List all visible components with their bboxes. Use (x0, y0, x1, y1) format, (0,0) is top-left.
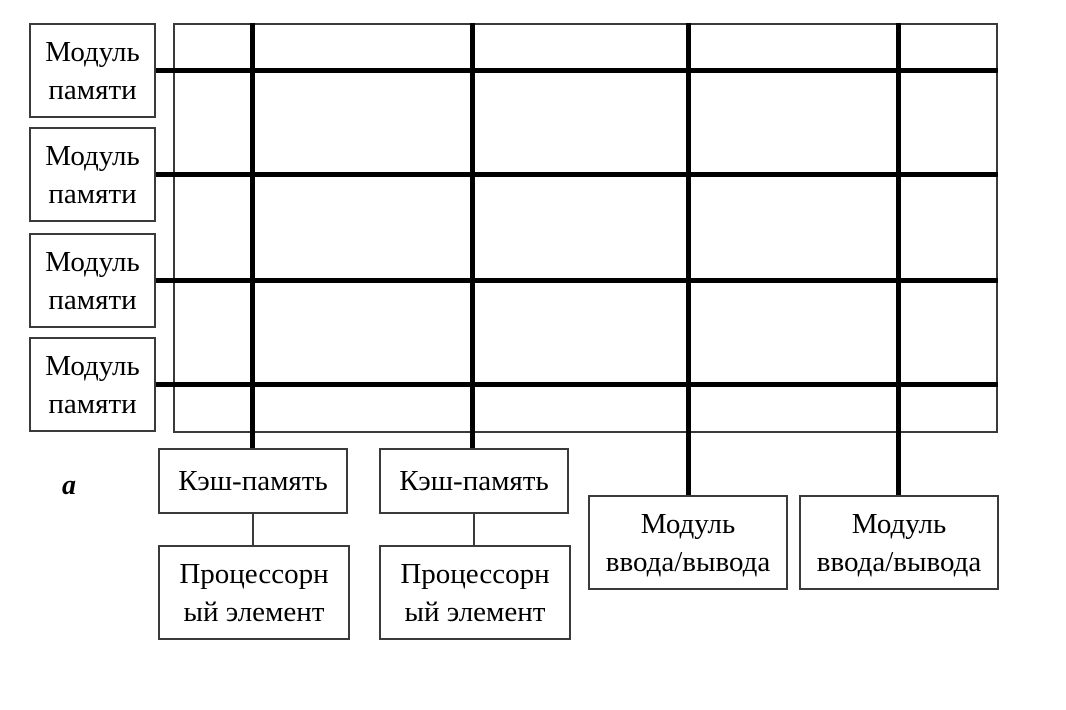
processor-element-label-line2: ый элемент (183, 595, 325, 628)
processor-element-label-line1: Процессорн (400, 557, 550, 590)
io-module-label-line2: ввода/вывода (816, 545, 982, 578)
vertical-bus-line-1 (250, 23, 255, 453)
processor-element-label-line2: ый элемент (404, 595, 546, 628)
io-module-label-line1: Модуль (640, 507, 736, 540)
cache-memory-box-1 (158, 448, 348, 514)
cache-memory-label: Кэш-память (399, 465, 549, 497)
io-module-box-2 (799, 495, 999, 590)
memory-module-label-line1: Модуль (45, 139, 140, 172)
cache-to-processor-connector-2 (473, 513, 475, 547)
horizontal-bus-line-1 (156, 68, 998, 73)
memory-module-label-line2: памяти (48, 73, 137, 106)
memory-module-label-line2: памяти (48, 283, 137, 316)
vertical-bus-line-3 (686, 23, 691, 500)
memory-module-label-line1: Модуль (45, 35, 140, 68)
horizontal-bus-line-4 (156, 382, 998, 387)
io-module-box-1 (588, 495, 788, 590)
memory-module-box-3 (29, 233, 156, 328)
figure-caption-label: а (62, 470, 76, 501)
horizontal-bus-line-2 (156, 172, 998, 177)
cache-to-processor-connector-1 (252, 513, 254, 547)
horizontal-bus-line-3 (156, 278, 998, 283)
memory-module-box-2 (29, 127, 156, 222)
vertical-bus-line-2 (470, 23, 475, 453)
processor-element-label-line1: Процессорн (179, 557, 329, 590)
interconnect-grid-frame (173, 23, 998, 433)
memory-module-box-4 (29, 337, 156, 432)
io-module-label-line1: Модуль (851, 507, 947, 540)
cache-memory-label: Кэш-память (178, 465, 328, 497)
cache-memory-box-2 (379, 448, 569, 514)
memory-module-label-line2: памяти (48, 387, 137, 420)
processor-element-box-2 (379, 545, 571, 640)
processor-element-box-1 (158, 545, 350, 640)
memory-module-box-1 (29, 23, 156, 118)
memory-module-label-line1: Модуль (45, 245, 140, 278)
vertical-bus-line-4 (896, 23, 901, 500)
io-module-label-line2: ввода/вывода (605, 545, 771, 578)
memory-module-label-line1: Модуль (45, 349, 140, 382)
memory-module-label-line2: памяти (48, 177, 137, 210)
